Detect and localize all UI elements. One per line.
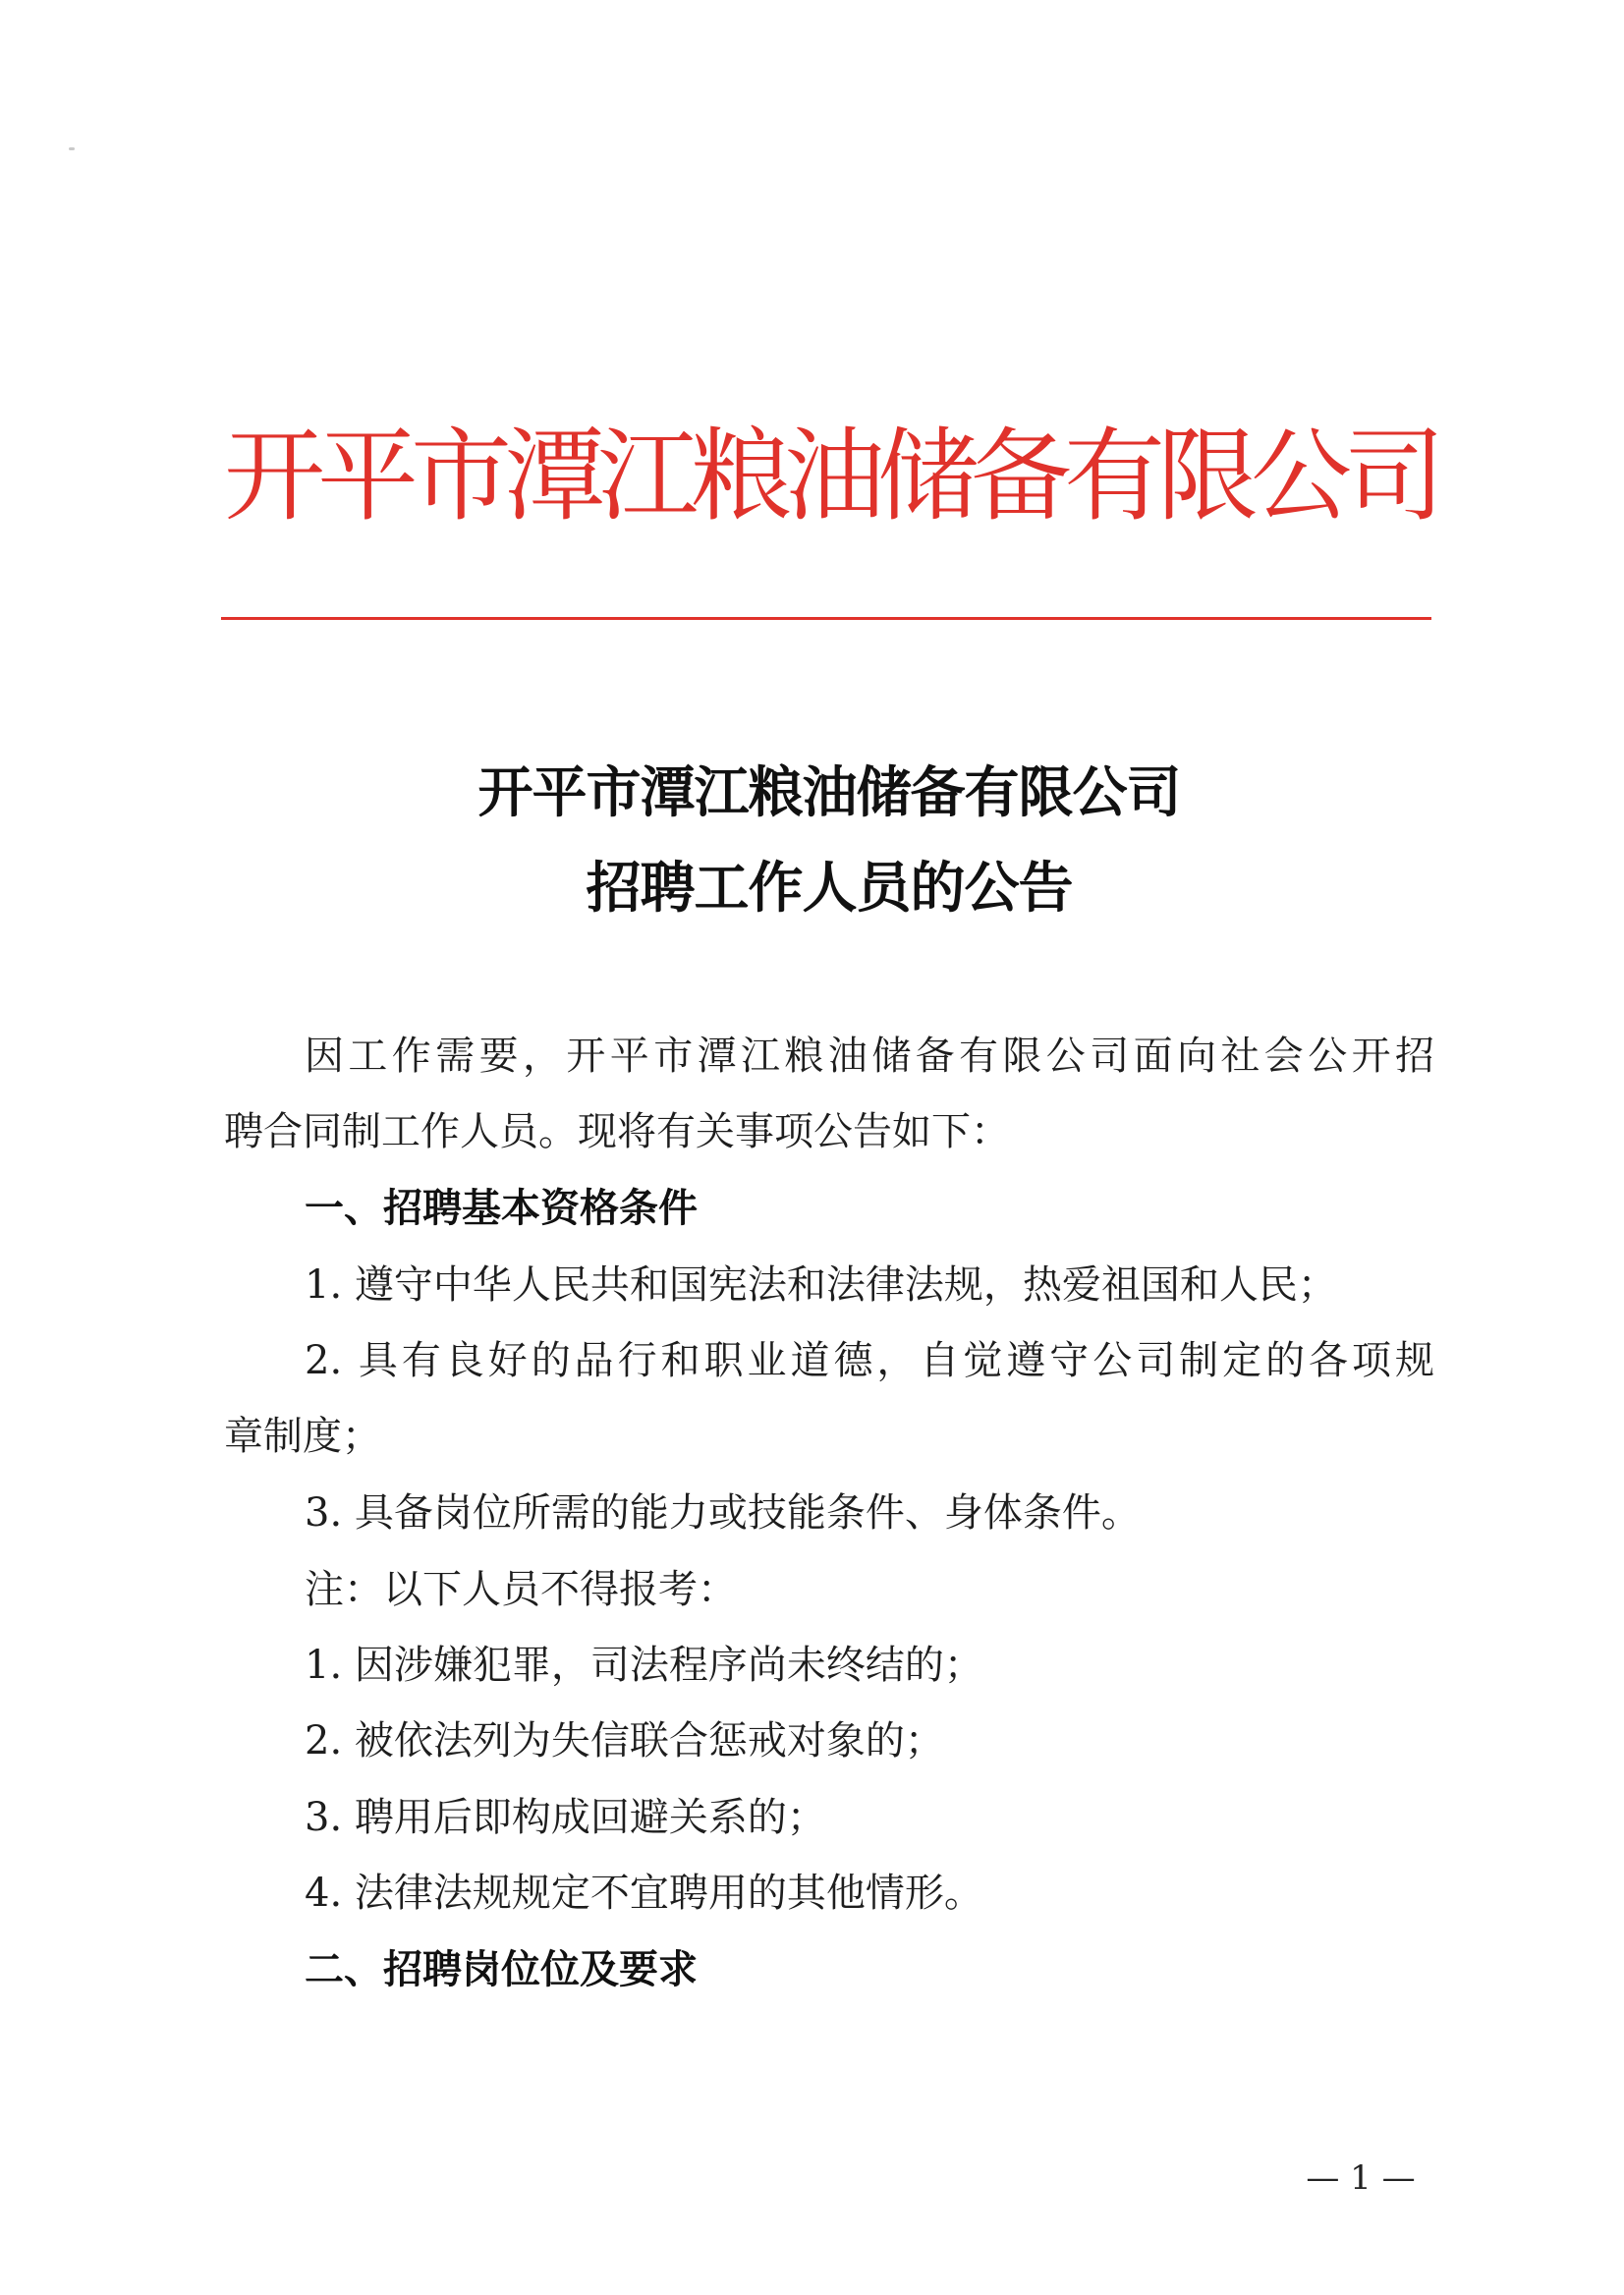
condition-item-1: 1. 遵守中华人民共和国宪法和法律法规，热爱祖国和人民； — [305, 1262, 1337, 1308]
page-number: — 1 — — [1306, 2158, 1416, 2198]
condition-item-2-line-2: 章制度； — [224, 1414, 381, 1459]
letterhead-red-rule — [221, 617, 1431, 620]
scan-speck — [69, 147, 75, 150]
intro-paragraph-line-2: 聘合同制工作人员。现将有关事项公告如下： — [224, 1109, 1010, 1154]
letterhead-company-name: 开平市潭江粮油储备有限公司 — [224, 418, 1437, 535]
exclusion-note-heading: 注：以下人员不得报考： — [305, 1567, 737, 1612]
document-title-line-2: 招聘工作人员的公告 — [586, 857, 1073, 921]
condition-item-3: 3. 具备岗位所需的能力或技能条件、身体条件。 — [305, 1490, 1141, 1536]
document-title-line-1: 开平市潭江粮油储备有限公司 — [477, 761, 1181, 825]
intro-paragraph-line-1: 因工作需要，开平市潭江粮油储备有限公司面向社会公开招 — [305, 1034, 1434, 1079]
section-heading-qualifications: 一、招聘基本资格条件 — [305, 1186, 698, 1231]
section-heading-positions: 二、招聘岗位位及要求 — [305, 1947, 698, 1992]
condition-item-2-line-1: 2. 具有良好的品行和职业道德，自觉遵守公司制定的各项规 — [305, 1338, 1434, 1383]
exclusion-item-2: 2. 被依法列为失信联合惩戒对象的； — [305, 1718, 944, 1763]
exclusion-item-3: 3. 聘用后即构成回避关系的； — [305, 1795, 826, 1840]
exclusion-item-1: 1. 因涉嫌犯罪，司法程序尚未终结的； — [305, 1643, 983, 1688]
exclusion-item-4: 4. 法律法规规定不宜聘用的其他情形。 — [305, 1871, 983, 1916]
